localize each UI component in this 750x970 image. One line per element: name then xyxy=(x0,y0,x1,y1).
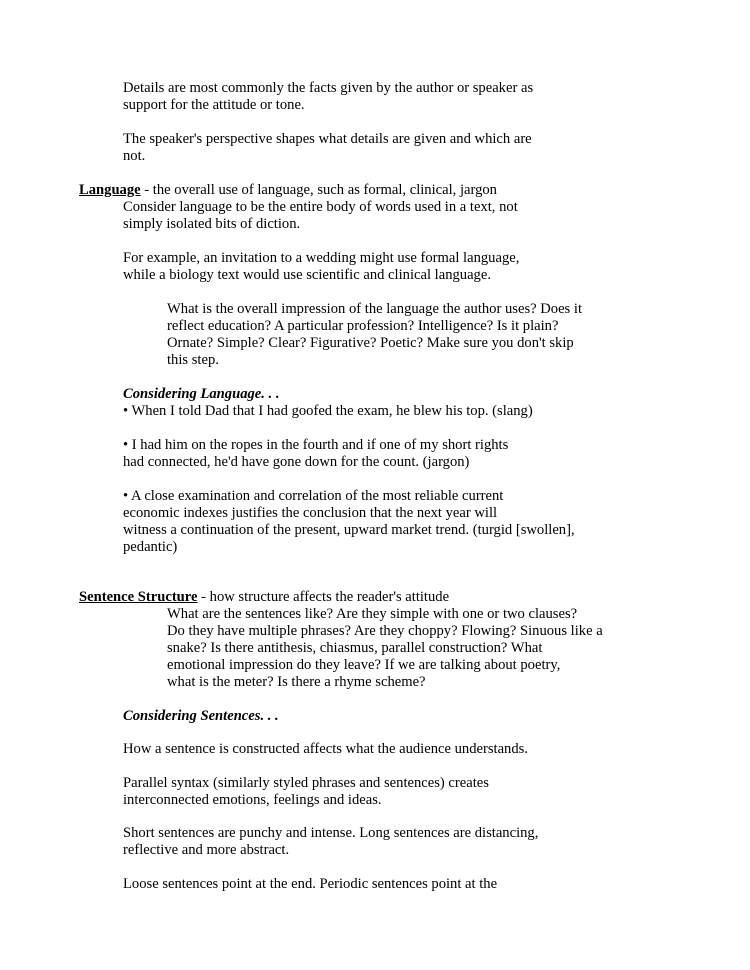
sentence-p3-line2: reflective and more abstract. xyxy=(123,842,290,858)
sentence-p2-line2: interconnected emotions, feelings and ideas. xyxy=(123,792,382,808)
language-p1-line1: Consider language to be the entire body of words used in a text, not xyxy=(123,199,518,215)
language-p1-line2: simply isolated bits of diction. xyxy=(123,216,301,232)
language-example2-line2: had connected, he'd have gone down for the count. (jargon) xyxy=(123,454,470,470)
language-example3-line1: • A close examination and correlation of the most reliable current xyxy=(123,488,504,504)
considering-sentences-title: Considering Sentences. . . xyxy=(123,708,279,724)
language-p2-line1: For example, an invitation to a wedding might use formal language, xyxy=(123,250,520,266)
sentence-structure-term: Sentence Structure xyxy=(79,589,198,605)
language-example3-line2: economic indexes justifies the conclusion that the next year will xyxy=(123,505,498,521)
language-p2-line2: while a biology text would use scientific and clinical language. xyxy=(123,267,491,283)
language-questions-line2: reflect education? A particular profession? Intelligence? Is it plain? xyxy=(167,318,559,334)
details-p1-line1: Details are most commonly the facts given by the author or speaker as xyxy=(123,80,534,96)
sentence-questions-line2: Do they have multiple phrases? Are they choppy? Flowing? Sinuous like a xyxy=(167,623,603,639)
language-example1: • When I told Dad that I had goofed the exam, he blew his top. (slang) xyxy=(123,403,533,419)
language-example2-line1: • I had him on the ropes in the fourth and if one of my short rights xyxy=(123,437,509,453)
language-term: Language xyxy=(79,182,141,198)
sentence-questions-line5: what is the meter? Is there a rhyme scheme? xyxy=(167,674,426,690)
sentence-structure-heading xyxy=(79,589,449,606)
details-p2-line1: The speaker's perspective shapes what details are given and which are xyxy=(123,131,532,147)
sentence-p3-line1: Short sentences are punchy and intense. Long sentences are distancing, xyxy=(123,825,539,841)
language-heading xyxy=(79,182,497,199)
sentence-p4: Loose sentences point at the end. Periodic sentences point at the xyxy=(123,876,498,892)
language-example3-line3: witness a continuation of the present, upward market trend. (turgid [swollen], xyxy=(123,522,575,538)
sentence-p2-line1: Parallel syntax (similarly styled phrases and sentences) creates xyxy=(123,775,489,791)
sentence-structure-definition: - how structure affects the reader's attitude xyxy=(197,589,450,605)
sentence-questions-line1: What are the sentences like? Are they simple with one or two clauses? xyxy=(167,606,578,622)
language-questions-line1: What is the overall impression of the language the author uses? Does it xyxy=(167,301,582,317)
language-definition: - the overall use of language, such as formal, clinical, jargon xyxy=(140,182,497,198)
language-example3-line4: pedantic) xyxy=(123,539,178,555)
sentence-p1: How a sentence is constructed affects what the audience understands. xyxy=(123,741,528,757)
language-questions-line4: this step. xyxy=(167,352,219,368)
sentence-questions-line4: emotional impression do they leave? If we are talking about poetry, xyxy=(167,657,561,673)
details-p1-line2: support for the attitude or tone. xyxy=(123,97,305,113)
language-questions-line3: Ornate? Simple? Clear? Figurative? Poetic? Make sure you don't skip xyxy=(167,335,574,351)
considering-language-title: Considering Language. . . xyxy=(123,386,280,402)
details-p2-line2: not. xyxy=(123,148,146,164)
sentence-questions-line3: snake? Is there antithesis, chiasmus, parallel construction? What xyxy=(167,640,543,656)
